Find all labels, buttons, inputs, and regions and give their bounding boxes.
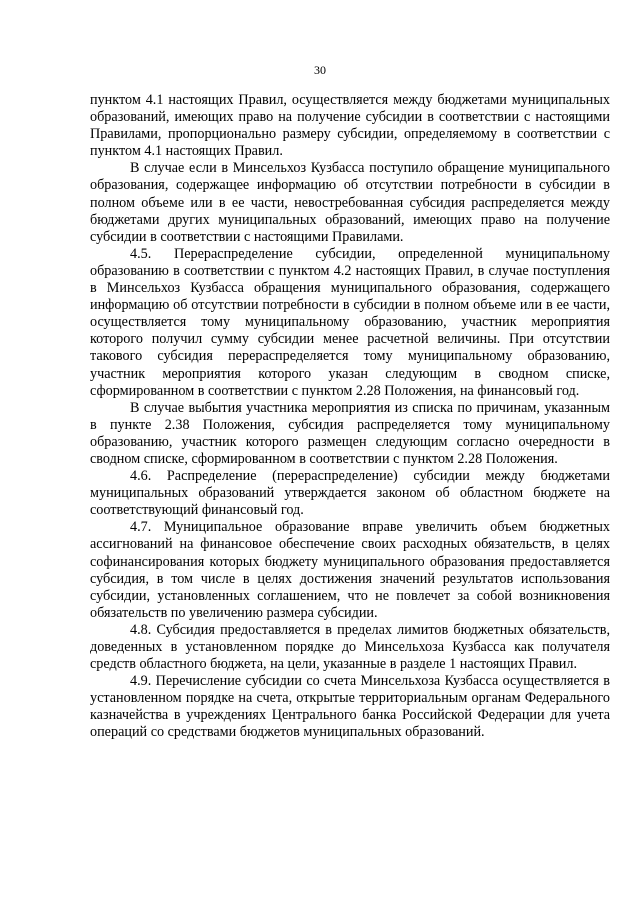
paragraph-unclaimed-subsidy: В случае если в Минсельхоз Кузбасса поступило обращение муниципального образования, содержащее информацию об отсутствии потребности в субсидии в полном объеме или в ее части, невостребованная субсидия распределяется между бюджетами других муниципальных образований, имеющих право на получение субсидии в соответствии с настоящими Правилами.	[90, 160, 610, 245]
paragraph-4-8: 4.8. Субсидия предоставляется в пределах лимитов бюджетных обязательств, доведенных в установленном порядке до Минсельхоза Кузбасса как получателя средств областного бюджета, на цели, указанные в разделе 1 настоящих Правил.	[90, 621, 610, 673]
paragraph-4-7: 4.7. Муниципальное образование вправе увеличить объем бюджетных ассигнований на финансовое обеспечение своих расходных обязательств, в целях софинансирования которых бюджету муниципального образования предоставляется субсидия, в том числе в целях достижения значений результатов использования субсидии, установленных соглашением, что не повлечет за собой возникновения обязательств по увеличению размера субсидии.	[90, 519, 610, 621]
paragraph-4-9: 4.9. Перечисление субсидии со счета Минсельхоза Кузбасса осуществляется в установленном порядке на счета, открытые территориальным органам Федерального казначейства в учреждениях Центрального банка Российской Федерации для учета операций со средствами бюджетов муниципальных образований.	[90, 673, 610, 741]
paragraph-continuation: пунктом 4.1 настоящих Правил, осуществляется между бюджетами муниципальных образований, имеющих право на получение субсидии в соответствии с настоящими Правилами, пропорционально размеру субсидии, определяемому в соответствии с пунктом 4.1 настоящих Правил.	[90, 92, 610, 160]
page-number: 30	[314, 63, 326, 77]
paragraph-4-6: 4.6. Распределение (перераспределение) субсидии между бюджетами муниципальных образований утверждается законом об областном бюджете на соответствующий финансовый год.	[90, 468, 610, 519]
paragraph-participant-withdrawal: В случае выбытия участника мероприятия из списка по причинам, указанным в пункте 2.38 Положения, субсидия распределяется тому муниципальному образованию, участник которого размещен следующим согласно очередности в сводном списке, сформированном в соответствии с пунктом 2.28 Положения.	[90, 399, 610, 467]
document-body	[90, 92, 610, 742]
paragraph-4-5: 4.5. Перераспределение субсидии, определенной муниципальному образованию в соответствии с пунктом 4.2 настоящих Правил, в случае поступления в Минсельхоз Кузбасса обращения муниципального образования, содержащего информацию об отсутствии потребности в субсидии в полном объеме или в ее части, осуществляется тому муниципальному образованию, участник мероприятия которого получил сумму субсидии менее расчетной величины. При отсутствии такового субсидия перераспределяется тому муниципальному образованию, участник мероприятия которого указан следующим в сводном списке, сформированном в соответствии с пунктом 2.28 Положения, на финансовый год.	[90, 245, 610, 399]
